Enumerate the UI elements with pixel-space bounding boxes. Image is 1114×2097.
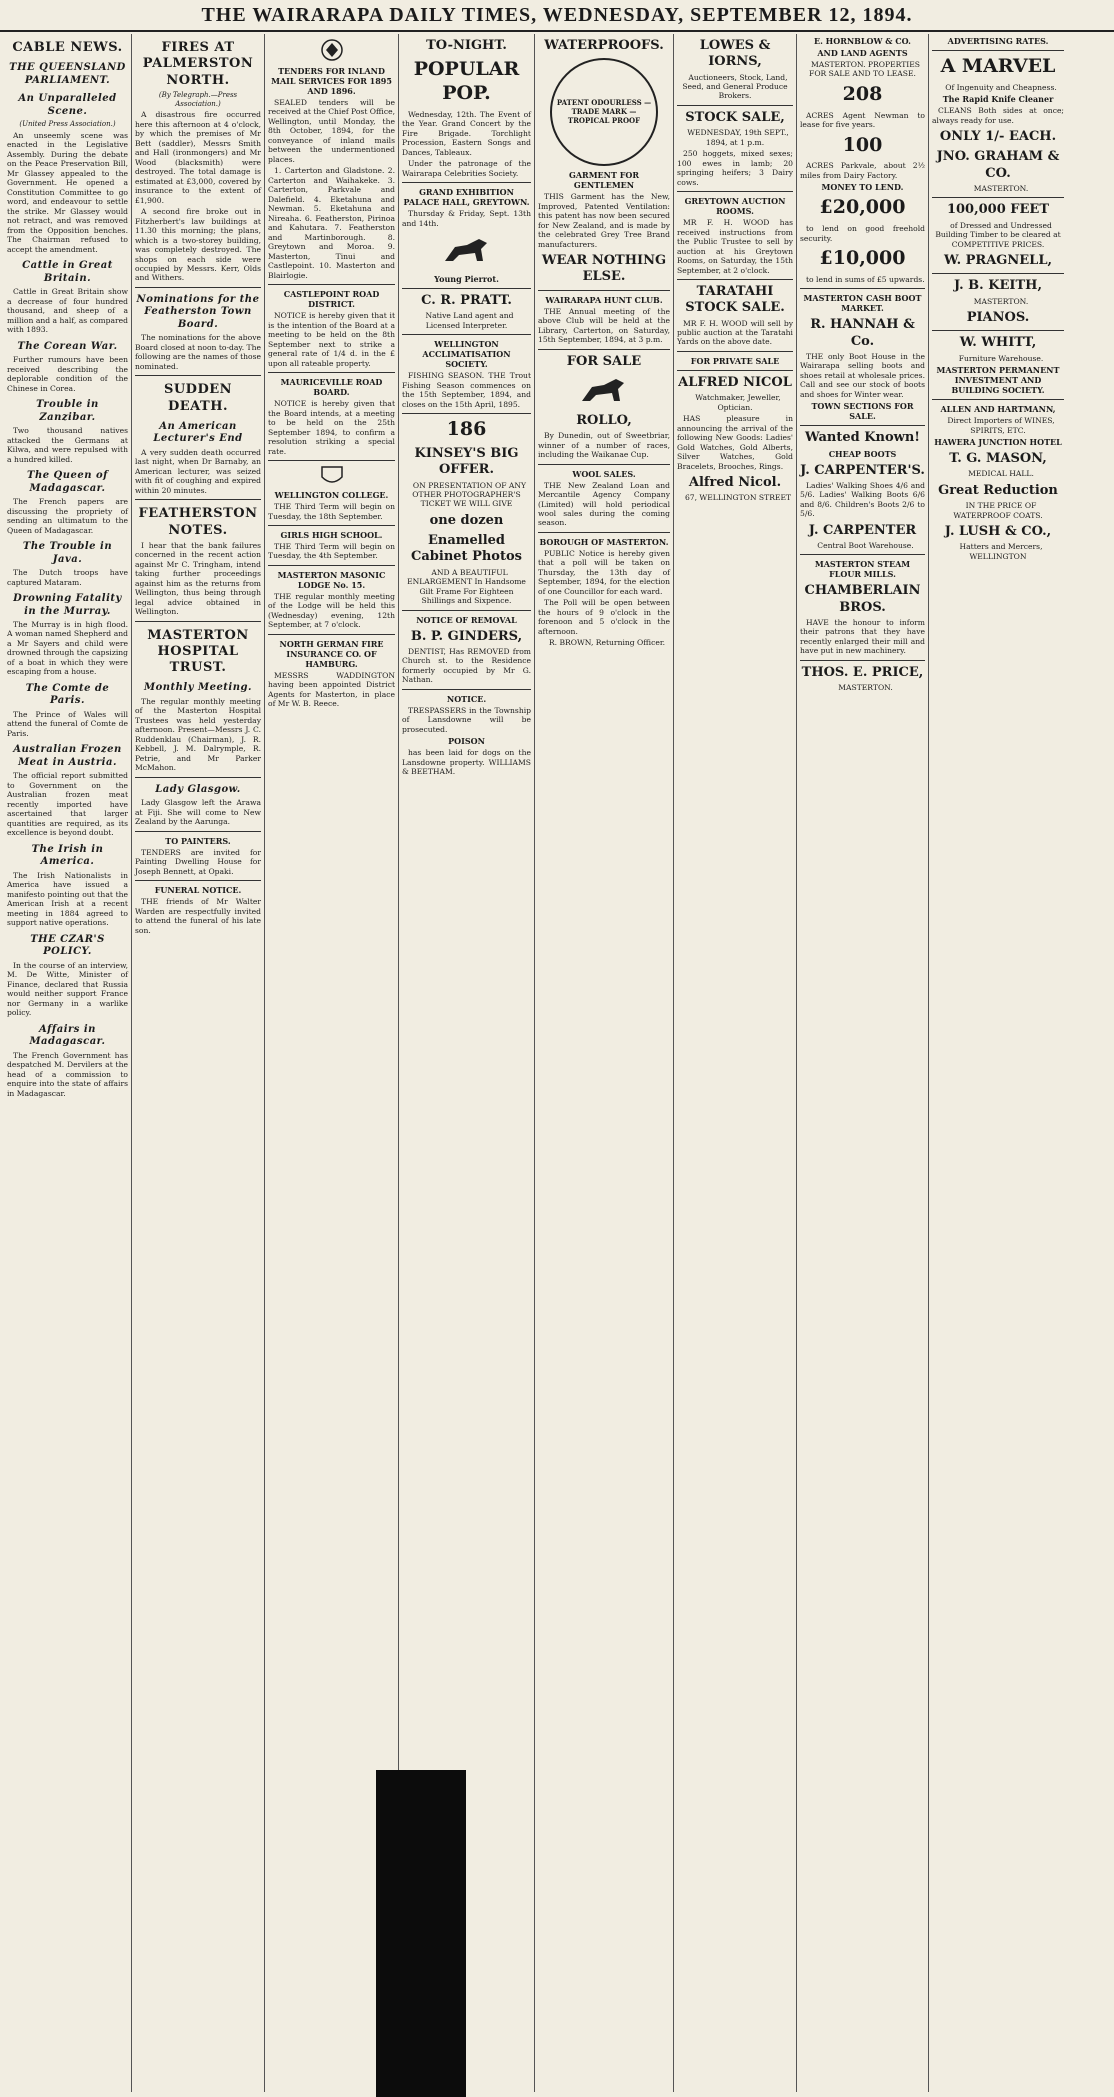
horse-icon xyxy=(402,231,531,271)
ad-heading: POPULAR POP. xyxy=(413,58,520,104)
ad-text: 250 hoggets, mixed sexes; 100 ewes in lamb; 20 springing heifers; 3 Dairy cows. xyxy=(677,149,793,187)
ad-heading: FOR SALE xyxy=(566,353,642,369)
ad-heading: ALLEN AND HARTMANN, xyxy=(940,404,1056,415)
article-heading: Trouble in Zanzibar. xyxy=(36,399,99,423)
column-advertisements xyxy=(929,34,1067,2092)
article-heading: THE CZAR'S POLICY. xyxy=(30,933,105,958)
ad-heading: 100,000 FEET xyxy=(946,202,1050,218)
divider xyxy=(932,330,1064,331)
article-text: The French Government has despatched M. Dervilers at the head of a commission to enquire into the state of affairs in Madagascar. xyxy=(7,1050,128,1098)
divider xyxy=(268,460,395,461)
article-text: Two thousand natives attacked the Germans at Kilwa, and were repulsed with a hundred killed. xyxy=(7,426,128,464)
article-text: A disastrous fire occurred here this afternoon at 4 o'clock, by which the premises of Mr Bett (saddler), Messrs Smith and Hall (ironmongers) and Mr Wood (blacksmith) were destroyed. The total damage is estimated at £3,000, covered by insurance to the extent of £1,900. xyxy=(135,110,261,205)
article-text: Cattle in Great Britain show a decrease of four hundred thousand, and sheep of a million and a half, as compared with 1893. xyxy=(7,287,128,335)
ad-text: Central Boot Warehouse. xyxy=(817,540,914,550)
article-heading: FIRES AT PALMERSTON NORTH. xyxy=(142,40,254,88)
ad-text: to lend on good freehold security. xyxy=(800,224,925,243)
divider xyxy=(402,413,531,414)
divider xyxy=(135,375,261,376)
damaged-area xyxy=(376,1770,466,2097)
horse-icon xyxy=(538,373,670,409)
divider xyxy=(932,273,1064,274)
ad-heading: CHEAP BOOTS xyxy=(828,448,897,459)
divider xyxy=(800,425,925,426)
ad-text: MEDICAL HALL. xyxy=(968,469,1034,479)
ad-heading: one dozen xyxy=(429,512,504,528)
divider xyxy=(402,182,531,183)
ad-text: Under the patronage of the Wairarapa Celebrities Society. xyxy=(402,159,531,178)
ad-text: of Dressed and Undressed Building Timber to be cleared at COMPETITIVE PRICES. xyxy=(935,220,1061,249)
ad-text: TRESPASSERS in the Township of Lansdowne will be prosecuted. xyxy=(402,705,531,734)
ad-heading: STOCK SALE, xyxy=(685,109,785,125)
notice-text: NOTICE is hereby given that the Board intends, at a meeting to be held on the 25th September 1894, to confirm a resolution striking a special rate. xyxy=(268,399,395,456)
trade-mark-badge: PATENT ODOURLESS — TRADE MARK — TROPICAL PROOF xyxy=(550,58,658,166)
ad-heading: WELLINGTON ACCLIMATISATION SOCIETY. xyxy=(422,339,511,370)
ad-heading: J. CARPENTER'S. xyxy=(800,462,925,478)
ad-text: ON PRESENTATION OF ANY OTHER PHOTOGRAPHER'S TICKET WE WILL GIVE xyxy=(412,480,527,509)
notice-heading: MASTERTON MASONIC LODGE No. 15. xyxy=(277,569,386,590)
ad-heading: WATERPROOFS. xyxy=(544,38,664,53)
column-land-agents xyxy=(797,34,929,2092)
article-text: The nominations for the above Board closed at noon to-day. The following are the names of those nominated. xyxy=(135,333,261,371)
divider xyxy=(268,634,395,635)
divider xyxy=(135,831,261,832)
article-text: An unseemly scene was enacted in the Legislative Assembly. During the debate on the Peace Preservation Bill, Mr Glassey appealed to the Government. He opened a Constitution Committee to go word, and endeavour to settle the strike. Mr Glassey would not retract, and was removed from the Opposition benches. The Chairman refused to accept the amendment. xyxy=(7,131,128,254)
divider xyxy=(268,284,395,285)
divider xyxy=(800,660,925,661)
ad-text: ACRES Agent Newman to lease for five years. xyxy=(800,110,925,130)
article-heading: The Trouble in Java. xyxy=(22,541,113,565)
ad-heading: Wanted Known! xyxy=(804,430,920,446)
divider xyxy=(135,777,261,778)
article-heading: The Corean War. xyxy=(17,340,118,352)
ad-heading: MASTERTON STEAM FLOUR MILLS. xyxy=(814,559,911,580)
notice-text: 1. Carterton and Gladstone. 2. Carterton and Waihakeke. 3. Carterton, Parkvale and Dalefield. 4. Eketahuna and Newman. 5. Eketahuna and Nireaha. 6. Featherston, Pirinoa and Kahutara. 7. Featherston and Martinborough. 8. Greytown and Moroa. 9. Masterton, Tinui and Castlepoint. 10. Masterton and Blairlogie. xyxy=(268,166,395,280)
article-heading: SUDDEN DEATH. xyxy=(163,382,233,414)
ad-text: Watchmaker, Jeweller, Optician. xyxy=(695,393,781,412)
newspaper-title: THE WAIRARAPA DAILY TIMES, WEDNESDAY, SEPTEMBER 12, 1894. xyxy=(201,3,913,26)
divider xyxy=(932,197,1064,198)
divider xyxy=(538,290,670,291)
article-subheading: An American Lecturer's End xyxy=(153,420,243,445)
article-subheading: Monthly Meeting. xyxy=(144,682,252,694)
ad-heading: CHAMBERLAIN BROS. xyxy=(804,583,921,615)
divider xyxy=(932,399,1064,400)
divider xyxy=(135,499,261,500)
section-heading: CABLE NEWS. xyxy=(12,40,123,55)
divider xyxy=(677,105,793,106)
column-waterproofs xyxy=(535,34,674,2092)
divider xyxy=(538,349,670,350)
ad-heading: PIANOS. xyxy=(966,310,1030,326)
divider xyxy=(800,554,925,555)
article-text: The official report submitted to Government on the Australian frozen meat recently imported have ascertained that larger quantities are required, as its excellence is beyond doubt. xyxy=(7,771,128,838)
article-heading: The Queen of Madagascar. xyxy=(27,470,108,494)
ad-text: MR F. H. WOOD has received instructions from the Public Trustee to sell by auction at his Greytown Rooms, on Saturday, the 15th September, at 2 o'clock. xyxy=(677,218,793,275)
ad-text: 67, WELLINGTON STREET xyxy=(684,493,792,503)
ad-heading: THOS. E. PRICE, xyxy=(801,664,924,680)
ad-heading: NOTICE OF REMOVAL xyxy=(416,614,517,625)
ad-text: MASTERTON. PROPERTIES FOR SALE AND TO LEASE. xyxy=(809,60,921,79)
ad-heading: W. PRAGNELL, xyxy=(944,253,1052,269)
ad-heading: R. HANNAH & Co. xyxy=(810,317,915,349)
ad-text: to lend in sums of £5 upwards. xyxy=(806,274,925,284)
ad-heading: GRAND EXHIBITION PALACE HALL, GREYTOWN. xyxy=(403,187,530,208)
ad-heading: LOWES & IORNS, xyxy=(699,38,771,70)
ad-heading: T. G. MASON, xyxy=(949,451,1047,467)
notice-text: NOTICE is hereby given that it is the intention of the Board at a meeting to be held on the 8th September next to strike a general rate of 1/4 d. in the £ upon all rateable property. xyxy=(268,311,395,368)
article-heading: The Irish in America. xyxy=(31,843,104,868)
ad-text: Direct Importers of WINES, SPIRITS, ETC. xyxy=(947,416,1055,435)
ad-heading: Enamelled Cabinet Photos xyxy=(411,533,522,565)
notice-text: THE Third Term will begin on Tuesday, the 4th September. xyxy=(268,541,395,561)
column-cable-news xyxy=(4,34,132,2092)
ad-heading: W. WHITT, xyxy=(959,335,1037,351)
ad-number: 208 xyxy=(842,82,883,105)
ad-text: HAVE the honour to inform their patrons that they have recently enlarged their mill and have put in new machinery. xyxy=(800,617,925,656)
divider xyxy=(677,351,793,352)
notice-heading: GIRLS HIGH SCHOOL. xyxy=(280,529,383,540)
notice-heading: NORTH GERMAN FIRE INSURANCE CO. OF HAMBURG. xyxy=(279,638,384,669)
ad-signature: R. BROWN, Returning Officer. xyxy=(548,638,666,648)
article-heading: FEATHERSTON NOTES. xyxy=(138,506,258,538)
ad-heading: Alfred Nicol. xyxy=(688,475,782,491)
columns xyxy=(4,34,1110,2092)
article-heading: Australian Frozen Meat in Austria. xyxy=(13,744,122,768)
ad-text: THE New Zealand Loan and Mercantile Agency Company (Limited) will hold periodical wool sales during the coming season. xyxy=(538,480,670,528)
ad-heading: WOOL SALES. xyxy=(572,468,636,479)
ad-text: MASTERTON. xyxy=(973,183,1029,193)
ad-text: WEDNESDAY, 19th SEPT., 1894, at 1 p.m. xyxy=(687,128,789,147)
ad-heading: POISON xyxy=(448,736,485,747)
ad-heading: WEAR NOTHING ELSE. xyxy=(541,253,667,285)
ad-text: Of Ingenuity and Cheapness. xyxy=(945,82,1057,92)
article-text: A second fire broke out in Fitzherbert's law buildings at 11.30 this morning; the plans, which is a two-storey building, was completely destroyed. The shops on each side were occupied by Messrs. Kerr, Olds and Withers. xyxy=(135,207,261,283)
article-text: In the course of an interview, M. De Witte, Minister of Finance, declared that Russia would neither support France nor Germany in a warlike policy. xyxy=(7,960,128,1018)
ad-heading: MASTERTON CASH BOOT MARKET. xyxy=(803,293,922,314)
ad-heading: Young Pierrot. xyxy=(434,274,499,285)
ad-heading: AND LAND AGENTS xyxy=(817,48,908,58)
ad-text: MASTERTON. xyxy=(973,296,1029,306)
ad-heading: GARMENT FOR GENTLEMEN xyxy=(569,170,639,191)
notice-text: THE Third Term will begin on Tuesday, the 18th September. xyxy=(268,502,395,521)
ad-heading: WAIRARAPA HUNT CLUB. xyxy=(545,294,663,305)
article-heading: An Unparalleled Scene. xyxy=(18,93,117,117)
divider xyxy=(800,288,925,289)
divider xyxy=(268,372,395,373)
ad-heading: J. B. KEITH, xyxy=(953,278,1042,294)
ad-heading: ADVERTISING RATES. xyxy=(947,36,1049,46)
ad-text: IN THE PRICE OF WATERPROOF COATS. xyxy=(953,501,1043,520)
article-heading: Cattle in Great Britain. xyxy=(22,260,113,284)
ad-heading: ONLY 1/- EACH. xyxy=(939,129,1057,145)
divider xyxy=(677,279,793,280)
ad-text: TENDERS are invited for Painting Dwelling House for Joseph Bennett, at Opaki. xyxy=(135,847,261,876)
article-text: The Prince of Wales will attend the funeral of Comte de Paris. xyxy=(7,709,128,738)
article-text: A very sudden death occurred last night, when Dr Barnaby, an American lecturer, was seized with fit of coughing and expired within 20 minutes. xyxy=(135,447,261,495)
divider xyxy=(135,880,261,881)
ad-heading: B. P. GINDERS, xyxy=(410,628,523,644)
column-local-news xyxy=(132,34,265,2092)
article-heading: Affairs in Madagascar. xyxy=(29,1023,106,1048)
ad-heading: ALFRED NICOL xyxy=(678,374,792,390)
divider xyxy=(402,610,531,611)
notice-text: SEALED tenders will be received at the Chief Post Office, Wellington, until Monday, the 8th October, 1894, for the conveyance of inland mails between the undermentioned places. xyxy=(268,98,395,164)
ad-text: THE Annual meeting of the above Club will be held at the Library, Carterton, on Saturday, 15th September, 1894, at 3 p.m. xyxy=(538,306,670,345)
ad-heading: GREYTOWN AUCTION ROOMS. xyxy=(684,196,786,217)
ad-text: Hatters and Mercers, WELLINGTON xyxy=(959,542,1043,561)
ad-heading: TOWN SECTIONS FOR SALE. xyxy=(811,401,914,422)
ad-heading: HAWERA JUNCTION HOTEL xyxy=(934,437,1062,448)
article-text: Further rumours have been received describing the deplorable condition of the Chinese in Corea. xyxy=(7,355,128,393)
ad-text: Ladies' Walking Shoes 4/6 and 5/6. Ladies' Walking Boots 6/6 and 8/6. Children's Boots 2/6 to 5/6. xyxy=(800,480,925,519)
ad-heading: Great Reduction xyxy=(938,482,1058,498)
divider xyxy=(402,689,531,690)
notice-heading: MAURICEVILLE ROAD BOARD. xyxy=(280,377,383,398)
ad-text: MR F. H. WOOD will sell by public auction at the Taratahi Yards on the above date. xyxy=(677,318,793,347)
ad-text: ACRES Parkvale, about 2½ miles from Dairy Factory. xyxy=(800,161,925,180)
notice-heading: WELLINGTON COLLEGE. xyxy=(274,490,389,501)
ad-number: 186 xyxy=(446,418,487,441)
ad-heading: The Rapid Knife Cleaner xyxy=(942,94,1054,105)
article-text: I hear that the bank failures concerned in the recent action against Mr C. Tringham, intend taking further proceedings against him as the returns from Wellington, thus being through legal advice obtained in Wellington. xyxy=(135,540,261,617)
divider xyxy=(268,525,395,526)
ad-text: has been laid for dogs on the Lansdowne property. WILLIAMS & BEETHAM. xyxy=(402,748,531,777)
article-heading: Nominations for the Featherston Town Board. xyxy=(136,293,260,330)
ad-heading: FUNERAL NOTICE. xyxy=(154,885,242,896)
ad-text: MASTERTON. xyxy=(838,683,893,693)
ad-text: AND A BEAUTIFUL ENLARGEMENT In Handsome Gilt Frame For Eighteen Shillings and Sixpence. xyxy=(407,567,526,606)
ad-text: HAS pleasure in announcing the arrival of the following New Goods: Ladies' Gold Watches, Gold Alberts, Silver Watches, Gold Bracelets, Brooches, Rings. xyxy=(677,414,793,471)
ad-heading: BOROUGH OF MASTERTON. xyxy=(539,536,669,547)
ad-heading: TO PAINTERS. xyxy=(165,835,231,846)
ad-text: DENTIST, Has REMOVED from Church st. to the Residence formerly occupied by Mr G. Nathan. xyxy=(402,646,531,685)
ad-number: £20,000 xyxy=(819,196,906,219)
column-auctioneers xyxy=(674,34,797,2092)
ad-text: Auctioneers, Stock, Land, Seed, and General Produce Brokers. xyxy=(682,72,788,101)
ad-text: THE only Boot House in the Wairarapa selling boots and shoes retail at wholesale prices. Call and see our stock of boots and shoes for Winter wear. xyxy=(800,351,925,399)
ad-heading: J. CARPENTER xyxy=(808,522,917,538)
ad-heading: MASTERTON PERMANENT INVESTMENT AND BUILDING SOCIETY. xyxy=(936,365,1060,396)
ad-heading: TO-NIGHT. xyxy=(426,38,507,53)
article-text: The Dutch troops have captured Mataram. xyxy=(7,568,128,587)
ad-number: £10,000 xyxy=(819,247,906,270)
article-heading: The Comte de Paris. xyxy=(25,682,110,707)
ad-text: Thursday & Friday, Sept. 13th and 14th. xyxy=(402,209,531,228)
ad-text: THE friends of Mr Walter Warden are respectfully invited to attend the funeral of his late son. xyxy=(135,897,261,935)
divider xyxy=(135,621,261,622)
ad-text: By Dunedin, out of Sweetbriar, winner of a number of races, including the Waikanae Cup. xyxy=(538,431,670,460)
ad-heading: JNO. GRAHAM & CO. xyxy=(936,149,1060,181)
article-text: The Murray is in high flood. A woman named Shepherd and a Mr Sayers and child were drowned through the capsizing of a boat in which they were escaping from a house. xyxy=(7,620,128,677)
divider xyxy=(932,50,1064,51)
ad-text: FISHING SEASON. THE Trout Fishing Season commences on the 15th September, 1894, and closes on the 15th April, 1895. xyxy=(402,371,531,409)
notice-heading: TENDERS FOR INLAND MAIL SERVICES FOR 1895 AND 1896. xyxy=(271,66,392,96)
article-text: The French papers are discussing the propriety of sending an ultimatum to the Queen of Madagascar. xyxy=(7,497,128,535)
divider xyxy=(135,287,261,288)
ad-text: PUBLIC Notice is hereby given that a poll will be taken on Thursday, the 13th day of September, 1894, for the election of one Councillor for each ward. xyxy=(538,548,670,596)
source-line: (United Press Association.) xyxy=(19,120,116,129)
ad-heading: A MARVEL xyxy=(940,55,1056,77)
divider xyxy=(538,532,670,533)
source-line: (By Telegraph.—Press Association.) xyxy=(158,90,238,108)
ad-heading: TARATAHI STOCK SALE. xyxy=(685,284,785,316)
ad-number: 100 xyxy=(842,133,883,156)
article-text: The regular monthly meeting of the Masterton Hospital Trustees was held yesterday afternoon. Present—Messrs J. C. Ruddenklau (Chairman), J. R. Kebbell, J. M. Dalrymple, R. Petrie, and Mr Parker McMahon. xyxy=(135,696,261,773)
divider xyxy=(402,288,531,289)
ad-heading: NOTICE. xyxy=(446,693,487,704)
ad-heading: C. R. PRATT. xyxy=(421,293,512,309)
notice-heading: CASTLEPOINT ROAD DISTRICT. xyxy=(283,289,380,310)
ad-text: Furniture Warehouse. xyxy=(958,353,1044,363)
article-heading: Lady Glasgow. xyxy=(155,783,241,795)
ad-heading: MONEY TO LEND. xyxy=(821,182,904,193)
ad-text: Native Land agent and Licensed Interpreter. xyxy=(425,311,514,330)
article-text: Lady Glasgow left the Arawa at Fiji. She will come to New Zealand by the Aarunga. xyxy=(135,798,261,827)
masthead xyxy=(0,0,1114,32)
college-crest-icon xyxy=(268,465,395,487)
article-heading: Drowning Fatality in the Murray. xyxy=(13,593,122,617)
ad-text: Wednesday, 12th. The Event of the Year. Grand Concert by the Fire Brigade. Torchlight Procession, Eastern Songs and Dances, Tableaux. xyxy=(402,109,531,157)
ad-text: CLEANS Both sides at once; always ready for use. xyxy=(932,106,1064,125)
ad-heading: J. LUSH & CO., xyxy=(944,524,1052,540)
divider xyxy=(677,370,793,371)
divider xyxy=(268,565,395,566)
notice-text: THE regular monthly meeting of the Lodge will be held this (Wednesday) evening, 12th September, at 7 o'clock. xyxy=(268,591,395,630)
royal-crest-icon xyxy=(268,37,395,63)
article-text: The Irish Nationalists in America have issued a manifesto pointing out that the American Irish at a recent meeting in 1884 agreed to support native operations. xyxy=(7,870,128,928)
section-heading: THE QUEENSLAND PARLIAMENT. xyxy=(9,62,126,86)
ad-heading: E. HORNBLOW & CO. xyxy=(814,36,911,46)
divider xyxy=(538,464,670,465)
ad-heading: FOR PRIVATE SALE xyxy=(690,355,780,366)
ad-text: THIS Garment has the New, Improved, Patented Ventilation: this patent has now been secured for New Zealand, and is made by the celebrated Grey Tree Brand manufacturers. xyxy=(538,192,670,249)
article-heading: MASTERTON HOSPITAL TRUST. xyxy=(147,627,249,676)
notice-text: MESSRS WADDINGTON having been appointed District Agents for Masterton, in place of Mr W. B. Reece. xyxy=(268,670,395,709)
ad-heading: KINSEY'S BIG OFFER. xyxy=(414,446,519,478)
ad-text: The Poll will be open between the hours of 9 o'clock in the forenoon and 5 o'clock in the afternoon. xyxy=(538,598,670,636)
ad-heading: ROLLO, xyxy=(576,412,632,428)
divider xyxy=(402,334,531,335)
divider xyxy=(677,191,793,192)
